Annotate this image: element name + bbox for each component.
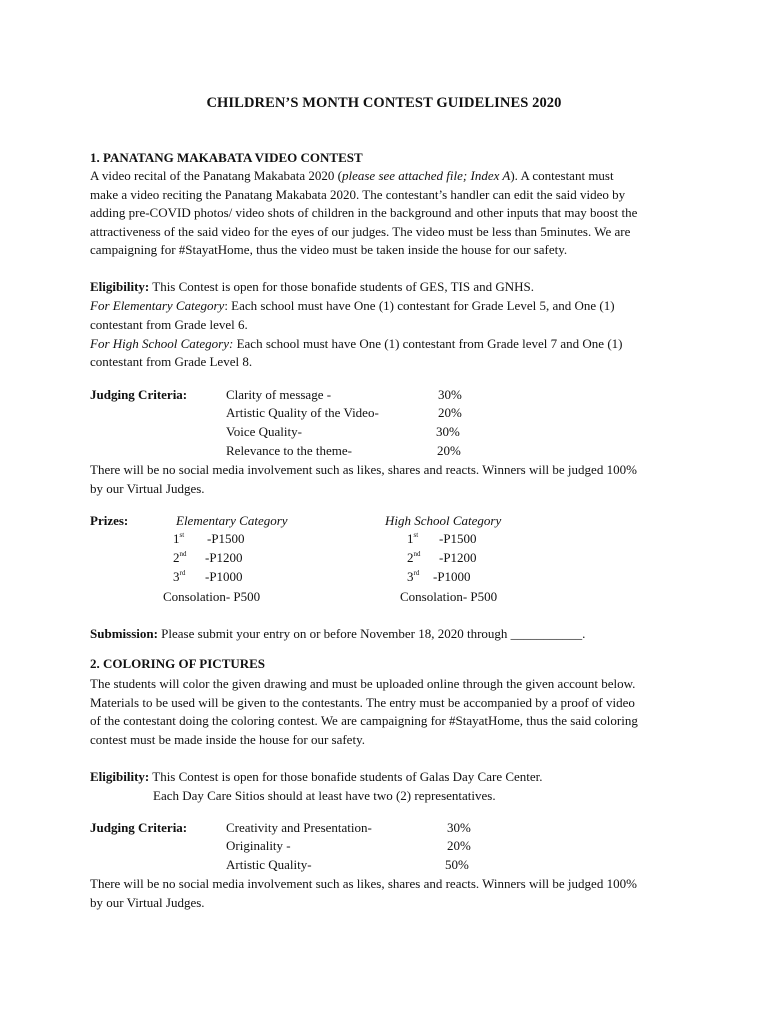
section1-heading: 1. PANATANG MAKABATA VIDEO CONTEST (90, 150, 363, 165)
elementary-place-2 (173, 549, 187, 568)
elementary-category-heading: Elementary Category (176, 513, 288, 528)
eligibility-text: This Contest is open for those bonafide students of Galas Day Care Center. (149, 769, 543, 784)
place-number: 3 (407, 569, 414, 584)
criterion-value: 30% (438, 387, 462, 402)
elementary-eligibility-cont: contestant from Grade level 6. (90, 317, 248, 332)
judging-note: There will be no social media involvement such as likes, shares and reacts. Winners will be judged 100% (90, 462, 637, 477)
judging-note: There will be no social media involvement such as likes, shares and reacts. Winners will be judged 100% (90, 876, 637, 891)
elementary-place-3 (173, 568, 185, 587)
section2-intro (90, 675, 678, 749)
judging-note-cont: by our Virtual Judges. (90, 895, 205, 910)
eligibility-line (90, 278, 534, 297)
criterion-name: Originality - (226, 838, 291, 853)
intro-line: attractiveness of the said video for the eyes of our judges. The video must be less than 5minutes. We are (90, 223, 631, 239)
submission-text: Please submit your entry on or before November 18, 2020 through ___________. (157, 626, 586, 641)
prizes-label: Prizes: (90, 513, 129, 528)
criterion-value: 20% (437, 443, 461, 458)
highschool-place-3 (407, 568, 419, 587)
judging-note-cont: by our Virtual Judges. (90, 481, 205, 496)
elementary-consolation: Consolation- P500 (163, 589, 261, 604)
criterion-value: 30% (447, 820, 471, 835)
judging-criteria-label: Judging Criteria: (90, 820, 188, 835)
eligibility-representatives: Each Day Care Sitios should at least have two (2) representatives. (153, 788, 496, 803)
elementary-place-1 (173, 530, 184, 549)
place-suffix: rd (179, 569, 186, 577)
highschool-eligibility (90, 335, 623, 354)
place-suffix: nd (179, 550, 187, 558)
criterion-value: 50% (445, 857, 469, 872)
highschool-place-2 (407, 549, 421, 568)
section2-heading: 2. COLORING OF PICTURES (90, 656, 266, 671)
criterion-name: Artistic Quality- (226, 857, 312, 872)
intro-line: Materials to be used will be given to the contestants. The entry must be accompanied by a proof of video (90, 694, 635, 710)
criterion-name: Clarity of message - (226, 387, 332, 402)
elementary-text: : Each school must have One (1) contestant for Grade Level 5, and One (1) (224, 298, 615, 313)
highschool-category-heading: High School Category (385, 513, 502, 528)
intro-line: The students will color the given drawing and must be uploaded online through the given account below. (90, 676, 636, 691)
place-suffix: rd (413, 569, 420, 577)
elementary-label: For Elementary Category (90, 298, 225, 313)
place-suffix: st (179, 531, 185, 539)
highschool-label: For High School Category: (90, 336, 234, 351)
highschool-consolation: Consolation- P500 (400, 589, 498, 604)
place-number: 3 (173, 569, 180, 584)
criterion-value: 30% (436, 424, 460, 439)
document-title: CHILDREN’S MONTH CONTEST GUIDELINES 2020 (206, 95, 562, 111)
highschool-amount-3: -P1000 (433, 569, 471, 584)
intro-line: adding pre-COVID photos/ video shots of children in the background and other inputs that may boost the (90, 205, 638, 221)
criterion-name: Relevance to the theme- (226, 443, 352, 458)
intro-text: A video recital of the Panatang Makabata 2020 ( (90, 168, 342, 183)
intro-italic-ref: please see attached file; Index A (341, 168, 511, 183)
intro-line: contest must be made inside the house for our safety. (90, 731, 365, 747)
place-number: 2 (407, 550, 414, 565)
criterion-value: 20% (447, 838, 471, 853)
submission-label: Submission: (90, 626, 158, 641)
eligibility-label: Eligibility: (90, 769, 150, 784)
intro-text: ). A contestant must (510, 168, 614, 183)
highschool-amount-2: -P1200 (439, 550, 477, 565)
elementary-amount-1: -P1500 (207, 531, 245, 546)
highschool-text: Each school must have One (1) contestant from Grade level 7 and One (1) (233, 336, 623, 351)
eligibility-text: This Contest is open for those bonafide students of GES, TIS and GNHS. (149, 279, 535, 294)
intro-line: make a video reciting the Panatang Makabata 2020. The contestant’s handler can edit the said video by (90, 186, 626, 202)
intro-line: campaigning for #StayatHome, thus the video must be taken inside the house for our safety. (90, 242, 568, 258)
criterion-name: Artistic Quality of the Video- (226, 405, 379, 420)
place-number: 1 (173, 531, 180, 546)
eligibility-line (90, 768, 543, 787)
eligibility-label: Eligibility: (90, 279, 150, 294)
intro-line (90, 167, 678, 186)
elementary-amount-3: -P1000 (205, 569, 243, 584)
criterion-name: Voice Quality- (226, 424, 302, 439)
judging-criteria-label: Judging Criteria: (90, 387, 188, 402)
criterion-value: 20% (438, 405, 462, 420)
highschool-place-1 (407, 530, 418, 549)
highschool-amount-1: -P1500 (439, 531, 477, 546)
place-suffix: st (413, 531, 419, 539)
place-number: 2 (173, 550, 180, 565)
elementary-eligibility (90, 297, 615, 316)
place-number: 1 (407, 531, 414, 546)
place-suffix: nd (413, 550, 421, 558)
intro-line: of the contestant doing the coloring contest. We are campaigning for #StayatHome, thus the said coloring (90, 713, 638, 729)
section1-intro (90, 167, 678, 260)
elementary-amount-2: -P1200 (205, 550, 243, 565)
criterion-name: Creativity and Presentation- (226, 820, 372, 835)
highschool-eligibility-cont: contestant from Grade Level 8. (90, 354, 253, 369)
submission-line (90, 625, 585, 644)
